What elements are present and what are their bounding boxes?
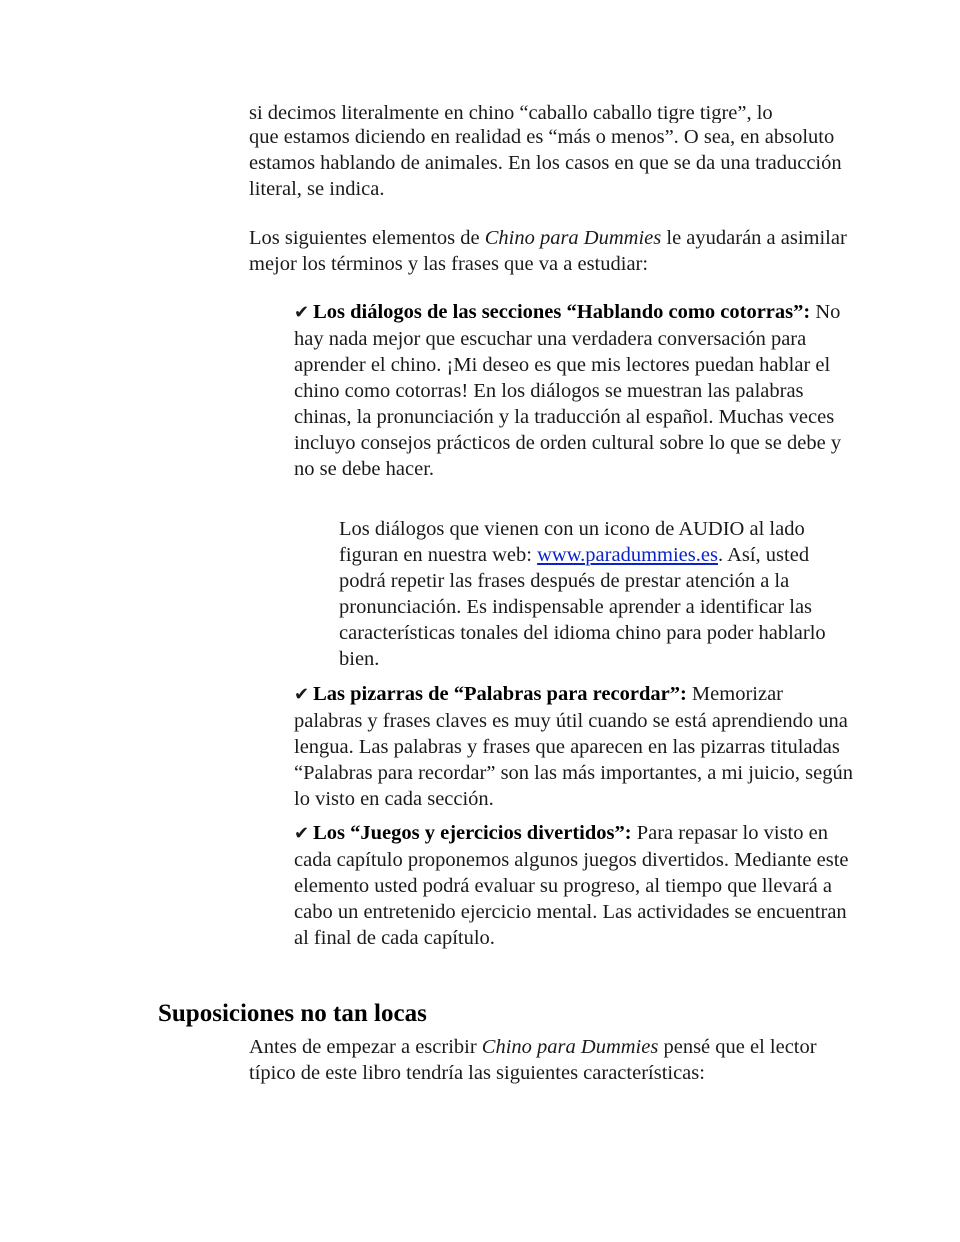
list-item-text: Memorizar palabras y frases claves es muy útil cuando se está aprendiendo una lengua. Las palabras y frases que aparecen en las pizarras tituladas “Palabras para recordar” son las más importantes, a mi juicio, según lo visto en cada sección. [294, 683, 854, 810]
list-item-pizarras [294, 681, 854, 812]
section-paragraph: Antes de empezar a escribir Chino para Dummies pensé que el lector típico de este libro tendría las siguientes características: [249, 1036, 817, 1084]
section-heading: Suposiciones no tan locas [158, 1000, 427, 1027]
audio-note-paragraph: Los diálogos que vienen con un icono de AUDIO al lado figuran en nuestra web: www.paradummies.es. Así, usted podrá repetir las frases después de prestar atención a la pronunciación. Es indispensable aprender a identificar las características tonales del idioma chino para poder hablarlo bien. [339, 518, 826, 670]
intro-paragraph: que estamos diciendo en realidad es “más o menos”. O sea, en absoluto estamos hablando de animales. En los casos en que se da una traducción literal, se indica. [249, 126, 842, 200]
book-title: Chino para Dummies [481, 1036, 659, 1058]
list-item-title: Las pizarras de “Palabras para recordar”: [313, 683, 687, 705]
checkmark-icon: ✔ [294, 302, 310, 323]
list-item-title: Los diálogos de las secciones “Hablando como cotorras”: [313, 301, 811, 323]
clipped-line-text: si decimos literalmente en chino “caballo caballo tigre tigre”, lo [249, 102, 773, 123]
elements-paragraph: Los siguientes elementos de Chino para Dummies le ayudarán a asimilar mejor los términos y las frases que va a estudiar: [249, 227, 847, 275]
checkmark-icon: ✔ [294, 823, 310, 844]
list-item-text: No hay nada mejor que escuchar una verdadera conversación para aprender el chino. ¡Mi deseo es que mis lectores puedan hablar el chino como cotorras! En los diálogos se muestran las palabras chinas, la pronunciación y la traducción al español. Muchas veces incluyo consejos prácticos de orden cultural sobre lo que se debe y no se debe hacer. [294, 301, 842, 480]
list-item-title: Los “Juegos y ejercicios divertidos”: [313, 822, 632, 844]
checkmark-icon: ✔ [294, 684, 310, 705]
list-item-juegos [294, 820, 854, 951]
paradummies-link[interactable]: www.paradummies.es [537, 544, 718, 566]
clipped-text-line [249, 96, 859, 123]
book-title: Chino para Dummies [484, 227, 662, 249]
list-item-text: Para repasar lo visto en cada capítulo proponemos algunos juegos divertidos. Mediante este elemento usted podrá evaluar su progreso, al tiempo que llevará a cabo un entretenido ejercicio mental. Las actividades se encuentran al final de cada capítulo. [294, 822, 849, 949]
list-item-dialogs [294, 299, 854, 482]
